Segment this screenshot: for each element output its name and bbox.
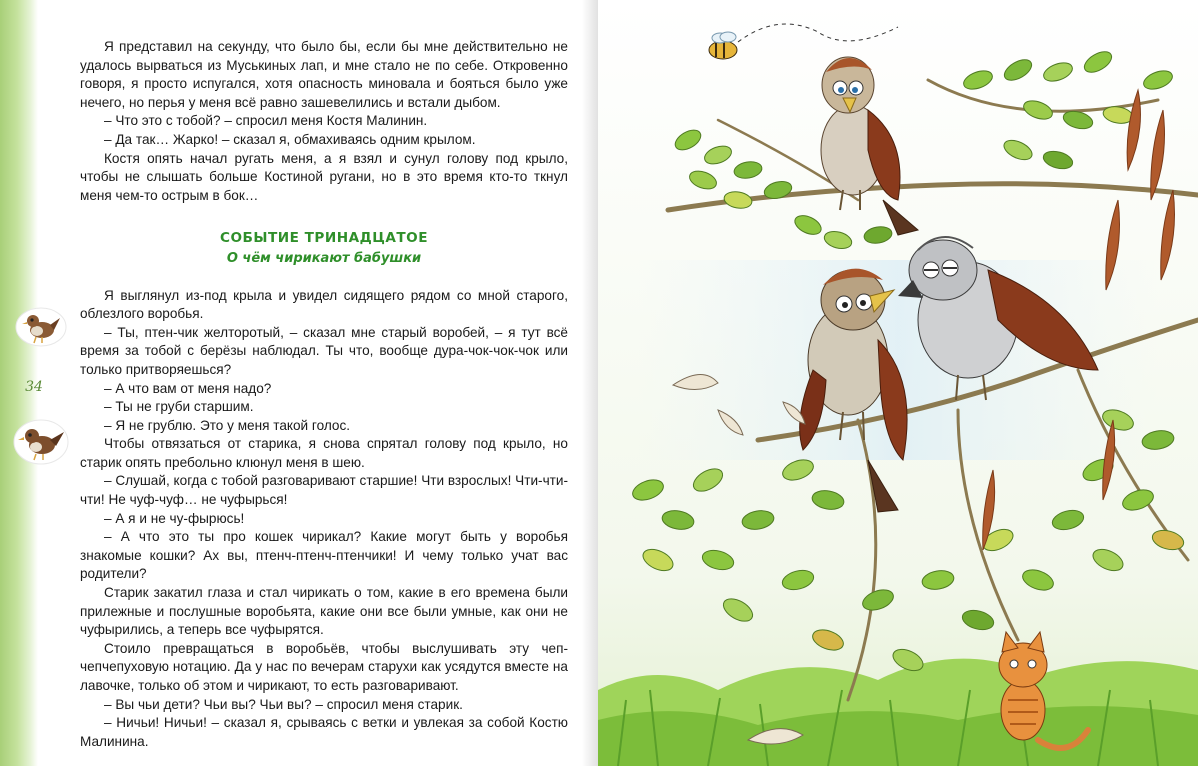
paragraph: – А что это ты про кошек чирикал? Какие могут быть у воробья знакомые кошки? Ах вы, птенч-птенч-птенчики! И чему только учат вас родители? bbox=[80, 529, 568, 582]
sparrow-sticker-icon bbox=[14, 306, 68, 348]
paragraph: – Ты не груби старшим. bbox=[104, 399, 254, 415]
left-page bbox=[0, 0, 598, 766]
chapter-subtitle: О чём чирикают бабушки bbox=[226, 250, 422, 266]
paragraph: – Что это с тобой? – спросил меня Костя Малинин. bbox=[104, 113, 428, 129]
paragraph: – А я и не чу-фырюсь! bbox=[104, 510, 245, 526]
paragraph: – А что вам от меня надо? bbox=[104, 380, 272, 396]
illustration bbox=[598, 0, 1198, 766]
paragraph: Чтобы отвязаться от старика, я снова спрятал голову под крыло, но старик опять пребольно клюнул меня в шею. bbox=[80, 436, 568, 470]
chapter-heading bbox=[80, 229, 568, 268]
gutter-shadow bbox=[582, 0, 598, 766]
paragraphs-before bbox=[80, 38, 568, 205]
paragraph: Костя опять начал ругать меня, а я взял и сунул голову под крыло, чтобы не слышать больше Костиной ругани, но в это время кто-то ткнул меня чем-то острым в бок… bbox=[80, 150, 568, 203]
paragraph: Я представил на секунду, что было бы, если бы мне действительно не удалось вырваться из Муськиных лап, и мне стало не по себе. Откровенно говоря, я просто испугался, хотя опасность миновала и бояться было уже нечего, но перья у меня всё равно зашевелились и встали дыбом. bbox=[80, 39, 568, 110]
text-block bbox=[80, 38, 568, 751]
sparrow-sticker-icon bbox=[12, 418, 70, 466]
paragraphs-after bbox=[80, 287, 568, 752]
page-number: 34 bbox=[25, 379, 43, 395]
paragraph: – Да так… Жарко! – сказал я, обмахиваясь одним крылом. bbox=[104, 131, 476, 147]
paragraph: – Я не грублю. Это у меня такой голос. bbox=[104, 417, 351, 433]
paragraph: – Ничьи! Ничьи! – сказал я, срываясь с ветки и увлекая за собой Костю Малинина. bbox=[80, 715, 568, 749]
paragraph: – Ты, птен-чик желторотый, – сказал мне старый воробей, – я тут всё время за тобой с берёзы наблюдал. Ты что, вообще дура-чок-чок-чок или только притворяешься? bbox=[80, 324, 568, 377]
paragraph: Стоило превращаться в воробьёв, чтобы выслушивать эту чеп-чепчепуховую нотацию. Да у нас по вечерам старухи как усядутся вместе на лавочке, только об этом и чирикают, то есть разговаривают. bbox=[80, 640, 568, 693]
right-page-illustration bbox=[598, 0, 1198, 766]
paragraph: – Вы чьи дети? Чьи вы? Чьи вы? – спросил меня старик. bbox=[104, 696, 463, 712]
paragraph: Я выглянул из-под крыла и увидел сидящего рядом со мной старого, облезлого воробья. bbox=[80, 287, 568, 322]
paragraph: – Слушай, когда с тобой разговаривают старшие! Чти взрослых! Чти-чти-чти! Не чуф-чуф… не чуфырься! bbox=[80, 473, 568, 508]
paragraph: Старик закатил глаза и стал чирикать о том, какие в его времена были прилежные и послушные воробьята, какие они все были умные, как они не чуфырились, а теперь все чуфырятся. bbox=[80, 585, 568, 638]
chapter-title: СОБЫТИЕ ТРИНАДЦАТОЕ bbox=[219, 230, 428, 247]
